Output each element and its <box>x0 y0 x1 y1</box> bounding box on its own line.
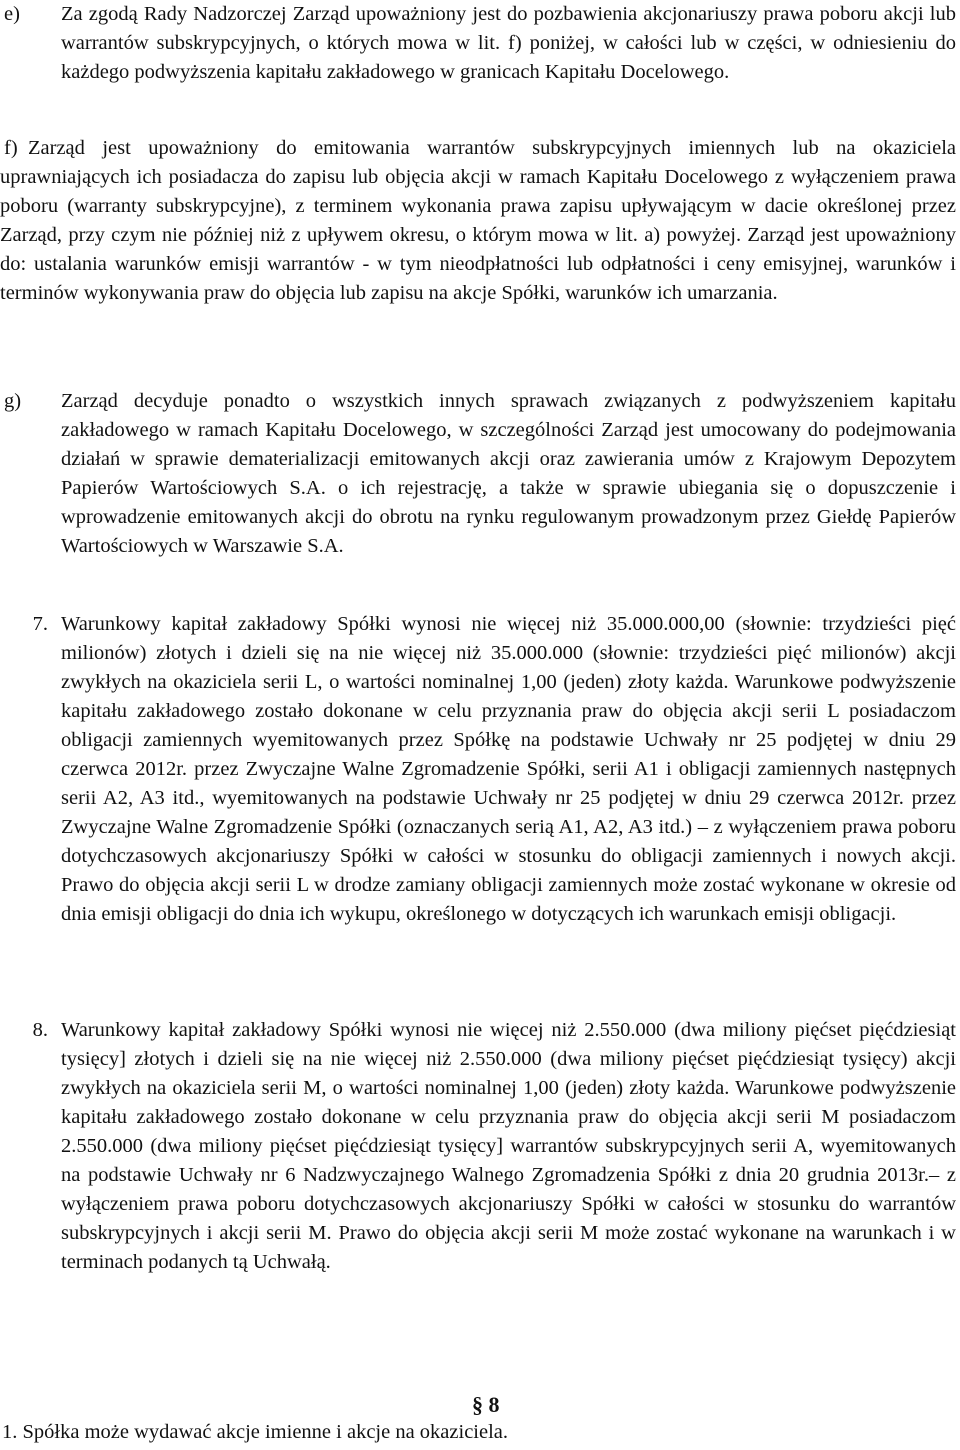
paragraph-number: 8. <box>32 1019 48 1041</box>
clause-text: Za zgodą Rady Nadzorczej Zarząd upoważniony jest do pozbawienia akcjonariuszy prawa poboru akcji lub warrantów subskrypcyjnych, o których mowa w lit. f) poniżej, w całości lub w części, w odniesieniu do każdego podwyższenia kapitału zakładowego w granicach Kapitału Docelowego. <box>61 3 956 83</box>
clause-marker: e) <box>4 3 20 25</box>
clause-marker: g) <box>4 390 22 412</box>
clause-text: Zarząd jest upoważniony do emitowania warrantów subskrypcyjnych imiennych lub na okaziciela uprawniających ich posiadacza do zapisu lub objęcia akcji w ramach Kapitału Docelowego z wyłączeniem prawa poboru (warranty subskrypcyjne), z terminem wykonania prawa zapisu upływającym w dacie określonej przez Zarząd, przy czym nie później niż z upływem okresu, o którym mowa w lit. a) powyżej. Zarząd jest upoważniony do: ustalania warunków emisji warrantów - w tym nieodpłatności lub odpłatności i ceny emisyjnej, warunków i terminów wykonywania praw do objęcia lub zapisu na akcje Spółki, warunków ich umarzania. <box>0 137 956 304</box>
clause-text: Zarząd decyduje ponadto o wszystkich innych sprawach związanych z podwyższeniem kapitału zakładowego w ramach Kapitału Docelowego, w szczególności Zarząd jest umocowany do podejmowania działań w sprawie dematerializacji emitowanych akcji oraz zawierania umów z Krajowym Depozytem Papierów Wartościowych S.A. o ich rejestrację, a także w sprawie ubiegania się o dopuszczenie i wprowadzenie emitowanych akcji do obrotu na rynku regulowanym prowadzonym przez Giełdę Papierów Wartościowych w Warszawie S.A. <box>61 390 956 557</box>
clause-marker: f) <box>4 137 18 159</box>
section-heading: § 8 <box>472 1392 500 1417</box>
paragraph-number: 7. <box>32 613 48 635</box>
paragraph-text: Warunkowy kapitał zakładowy Spółki wynosi nie więcej niż 2.550.000 (dwa miliony pięćset pięćdziesiąt tysięcy] złotych i dzieli się na nie więcej niż 2.550.000 (dwa miliony pięćset pięćdziesiąt tysięcy) akcji zwykłych na okaziciela serii M, o wartości nominalnej 1,00 (jeden) złoty każda. Warunkowe podwyższenie kapitału zakładowego zostało dokonane w celu przyznania praw do objęcia akcji serii M posiadaczom 2.550.000 (dwa miliony pięćset pięćdziesiąt tysięcy] warrantów subskrypcyjnych serii A, wyemitowanych na podstawie Uchwały nr 6 Nadzwyczajnego Walnego Zgromadzenia Spółki z dnia 20 grudnia 2013r.– z wyłączeniem prawa poboru dotychczasowych akcjonariuszy Spółki w całości w stosunku do warrantów subskrypcyjnych i akcji serii M. Prawo do objęcia akcji serii M może zostać wykonane na warunkach i w terminach podanych tą Uchwałą. <box>61 1019 956 1273</box>
section-first-item: 1. Spółka może wydawać akcje imienne i akcje na okaziciela. <box>2 1421 509 1443</box>
paragraph-text: Warunkowy kapitał zakładowy Spółki wynosi nie więcej niż 35.000.000,00 (słownie: trzydzieści pięć milionów) złotych i dzieli się na nie więcej niż 35.000.000 (słownie: trzydzieści pięć milionów) akcji zwykłych na okaziciela serii L, o wartości nominalnej 1,00 (jeden) złoty każda. Warunkowe podwyższenie kapitału zakładowego zostało dokonane w celu przyznania praw do objęcia akcji serii L posiadaczom obligacji zamiennych wyemitowanych przez Spółkę na podstawie Uchwały nr 25 podjętej w dniu 29 czerwca 2012r. przez Zwyczajne Walne Zgromadzenie Spółki, serii A1 i obligacji zamiennych następnych serii A2, A3 itd., wyemitowanych na podstawie Uchwały nr 25 podjętej w dniu 29 czerwca 2012r. przez Zwyczajne Walne Zgromadzenie Spółki (oznaczanych serią A1, A2, A3 itd.) – z wyłączeniem prawa poboru dotychczasowych akcjonariuszy Spółki w całości w stosunku do obligacji zamiennych i nowych akcji. Prawo do objęcia akcji serii L w drodze zamiany obligacji zamiennych może zostać wykonane w okresie od dnia emisji obligacji do dnia ich wykupu, określonego w dotyczących ich warunkach emisji obligacji. <box>61 613 956 925</box>
